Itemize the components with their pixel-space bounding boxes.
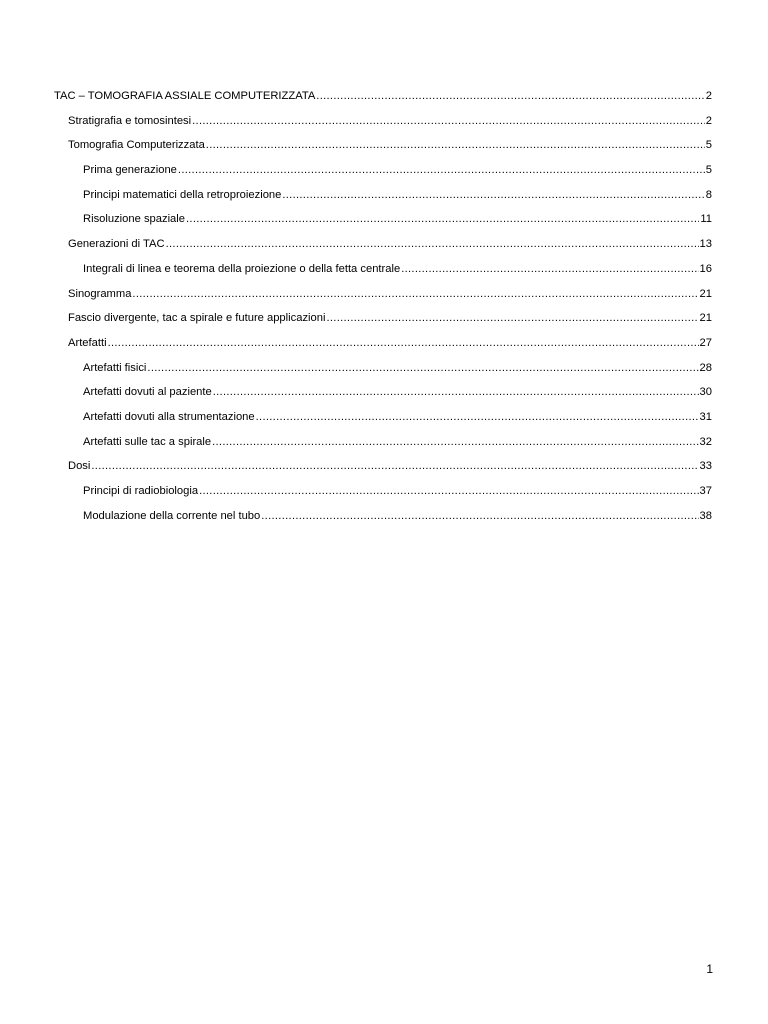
dot-leader (316, 84, 704, 109)
dot-leader (282, 183, 704, 208)
toc-entry[interactable] (54, 380, 712, 405)
dot-leader (192, 109, 705, 134)
toc-entry-page: 5 (705, 139, 712, 152)
toc-entry[interactable] (54, 430, 712, 455)
toc-entry-page: 11 (700, 213, 712, 226)
dot-leader (132, 282, 698, 307)
dot-leader (261, 504, 698, 529)
toc-entry-page: 28 (699, 361, 712, 374)
toc-entry-page: 27 (699, 336, 712, 349)
toc-entry-title: Generazioni di TAC (68, 238, 165, 251)
dot-leader (166, 232, 699, 257)
dot-leader (199, 479, 698, 504)
toc-entry[interactable] (54, 356, 712, 381)
toc-entry-title: Artefatti dovuti alla strumentazione (83, 410, 255, 423)
toc-entry[interactable] (54, 479, 712, 504)
table-of-contents (54, 84, 712, 528)
toc-entry-title: Tomografia Computerizzata (68, 139, 205, 152)
toc-entry-page: 2 (705, 90, 712, 102)
toc-entry[interactable] (54, 109, 712, 134)
page-number: 1 (706, 962, 713, 976)
toc-entry-title: Fascio divergente, tac a spirale e future applicazioni (68, 312, 326, 325)
toc-entry[interactable] (54, 454, 712, 479)
toc-entry-page: 38 (699, 509, 712, 522)
toc-entry-page: 33 (699, 460, 712, 473)
dot-leader (147, 356, 698, 381)
toc-entry-title: Artefatti (68, 336, 107, 349)
toc-entry-title: Integrali di linea e teorema della proiezione o della fetta centrale (83, 262, 401, 275)
dot-leader (206, 133, 705, 158)
dot-leader (91, 454, 698, 479)
toc-entry[interactable] (54, 331, 712, 356)
toc-entry-page: 8 (705, 188, 712, 201)
toc-entry-title: Prima generazione (83, 164, 177, 177)
toc-entry[interactable] (54, 133, 712, 158)
toc-entry-title: Modulazione della corrente nel tubo (83, 509, 261, 522)
toc-entry-title: Artefatti sulle tac a spirale (83, 435, 212, 448)
toc-entry[interactable] (54, 158, 712, 183)
dot-leader (213, 380, 699, 405)
dot-leader (401, 257, 698, 282)
toc-entry-page: 21 (699, 312, 712, 325)
toc-entry[interactable] (54, 84, 712, 109)
toc-entry-title: Stratigrafia e tomosintesi (68, 114, 192, 127)
dot-leader (178, 158, 705, 183)
dot-leader (212, 430, 698, 455)
toc-entry[interactable] (54, 282, 712, 307)
toc-entry-page: 2 (705, 114, 712, 127)
toc-entry[interactable] (54, 232, 712, 257)
toc-entry-page: 13 (699, 238, 712, 251)
toc-entry-title: Principi di radiobiologia (83, 485, 199, 497)
toc-entry-title: Artefatti fisici (83, 361, 147, 374)
toc-entry-title: Artefatti dovuti al paziente (83, 386, 212, 399)
dot-leader (256, 405, 699, 430)
toc-entry-page: 31 (699, 410, 712, 423)
dot-leader (186, 207, 699, 232)
toc-entry-title: TAC – TOMOGRAFIA ASSIALE COMPUTERIZZATA (54, 90, 316, 102)
toc-entry-page: 16 (699, 262, 712, 275)
toc-entry-page: 37 (699, 485, 712, 497)
toc-entry-page: 30 (699, 386, 712, 399)
dot-leader (326, 306, 698, 331)
toc-entry[interactable] (54, 306, 712, 331)
dot-leader (108, 331, 699, 356)
toc-entry-title: Dosi (68, 460, 91, 473)
toc-entry-page: 32 (699, 435, 712, 448)
toc-entry[interactable] (54, 405, 712, 430)
toc-entry-page: 21 (699, 287, 712, 300)
toc-entry-title: Sinogramma (68, 287, 132, 300)
toc-entry[interactable] (54, 207, 712, 232)
toc-entry-page: 5 (705, 164, 712, 177)
toc-entry[interactable] (54, 504, 712, 529)
toc-entry-title: Risoluzione spaziale (83, 213, 185, 226)
toc-entry[interactable] (54, 183, 712, 208)
toc-entry-title: Principi matematici della retroproiezione (83, 188, 282, 201)
toc-entry[interactable] (54, 257, 712, 282)
